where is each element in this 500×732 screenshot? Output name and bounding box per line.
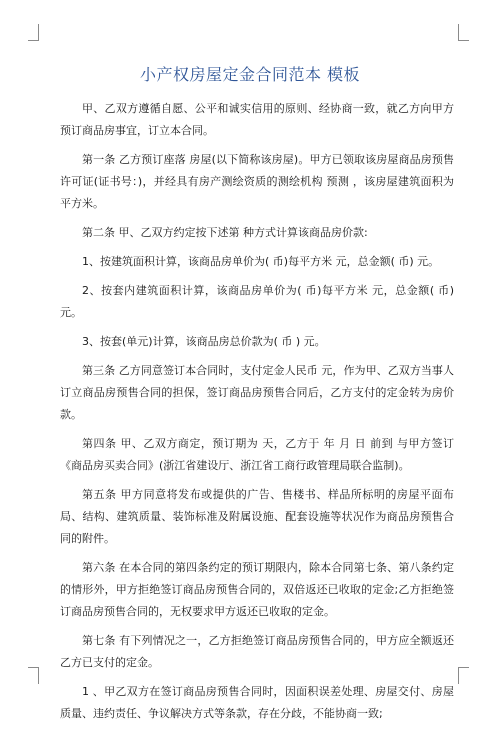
corner-mark-bottom-right [458,667,469,684]
paragraph-article-5: 第五条 甲方同意将发布或提供的广告、售楼书、样品所标明的房屋平面布局、结构、建筑质量、装饰标准及附属设施、配套设施等状况作为商品房预售合同的附件。 [60,488,454,545]
paragraph-article-1: 第一条 乙方预订座落 房屋(以下简称该房屋)。甲方已领取该房屋商品房预售许可证(证书号：)，并经具有房产测绘资质的测绘机构 预测 ，该房屋建筑面积为 平方米。 [60,153,454,210]
paragraph-article-4: 第四条 甲、乙双方商定，预订期为 天，乙方于 年 月 日 前到 与甲方签订《商品房买卖合同》(浙江省建设厅、浙江省工商行政管理局联合监制)。 [60,437,454,472]
paragraph-article-3: 第三条 乙方同意签订本合同时，支付定金人民币 元，作为甲、乙双方当事人订立商品房预售合同的担保，签订商品房预售合同后，乙方支付的定金转为房价款。 [60,364,454,421]
paragraph-option-2: 2、按套内建筑面积计算，该商品房单价为( 币)每平方米 元，总金额( 币) 元。 [60,284,454,319]
paragraph-article-7-item-1: 1 、甲乙双方在签订商品房预售合同时，因面积误差处理、房屋交付、房屋质量、违约责任、争议解决方式等条款，存在分歧，不能协商一致; [60,685,454,720]
corner-mark-top-left [28,24,39,41]
corner-mark-bottom-left [28,667,39,684]
paragraph-option-1: 1、按建筑面积计算，该商品房单价为( 币)每平方米 元，总金额( 币) 元。 [82,255,440,268]
paragraph-option-3: 3、按套(单元)计算，该商品房总价款为( 币 ) 元。 [82,335,326,348]
paragraph-article-7: 第七条 有下列情况之一，乙方拒绝签订商品房预售合同的，甲方应全额返还乙方已支付的定金。 [60,634,454,669]
document-body [60,98,454,732]
corner-mark-top-right [458,24,469,41]
document-title: 小产权房屋定金合同范本 模板 [139,65,361,84]
paragraph-article-6: 第六条 在本合同的第四条约定的预订期限内，除本合同第七条、第八条约定的情形外，甲方拒绝签订商品房预售合同的，双倍返还已收取的定金;乙方拒绝签订商品房预售合同的，无权要求甲方返还已收取的定金。 [60,561,454,618]
paragraph-intro: 甲、乙双方遵循自愿、公平和诚实信用的原则、经协商一致，就乙方向甲方预订商品房事宜，订立本合同。 [60,102,454,137]
paragraph-article-2: 第二条 甲、乙双方约定按下述第 种方式计算该商品房价款: [82,226,368,239]
